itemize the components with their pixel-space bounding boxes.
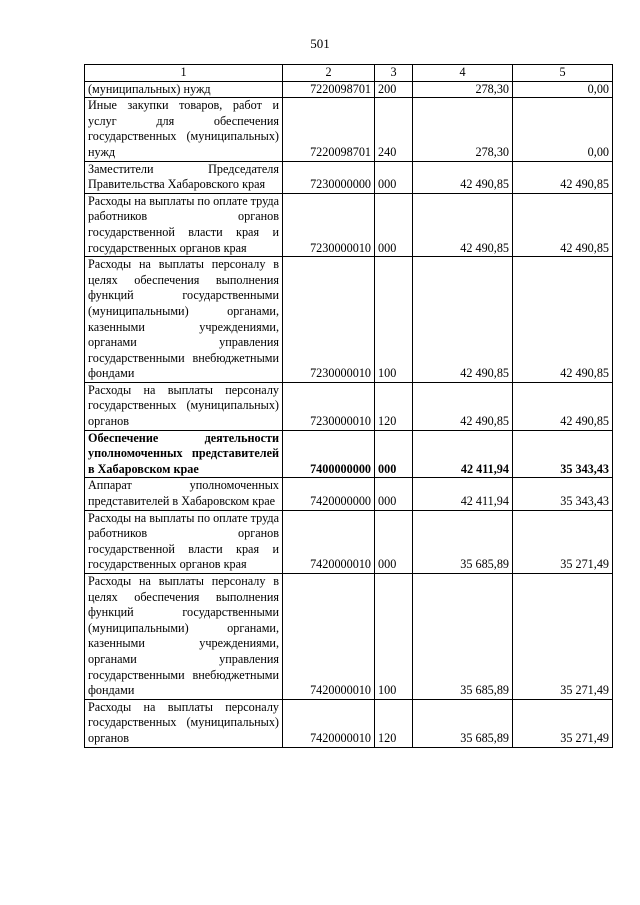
target-code: 7230000010 bbox=[283, 382, 375, 430]
amount-col-4: 42 411,94 bbox=[413, 478, 513, 510]
header-col-3: 3 bbox=[375, 65, 413, 82]
amount-col-5: 35 271,49 bbox=[513, 510, 613, 573]
target-code: 7220098701 bbox=[283, 81, 375, 98]
expense-type: 000 bbox=[375, 478, 413, 510]
row-name: Расходы на выплаты по оплате труда работников органов государственной власти края и государственных органов края bbox=[85, 193, 283, 256]
amount-col-5: 35 271,49 bbox=[513, 574, 613, 700]
amount-col-4: 42 411,94 bbox=[413, 430, 513, 478]
header-col-5: 5 bbox=[513, 65, 613, 82]
row-name: Заместители Председателя Правительства Хабаровского края bbox=[85, 161, 283, 193]
row-name: Обеспечение деятельности уполномоченных представителей в Хабаровском крае bbox=[85, 430, 283, 478]
table-row bbox=[85, 81, 613, 98]
row-name: Расходы на выплаты персоналу в целях обеспечения выполнения функций государственными (муниципальными) органами, казенными учреждениями, органами управления государственными внебюджетными фондами bbox=[85, 257, 283, 383]
table-row bbox=[85, 193, 613, 256]
expense-type: 100 bbox=[375, 257, 413, 383]
target-code: 7220098701 bbox=[283, 98, 375, 161]
table-row bbox=[85, 430, 613, 478]
expense-type: 120 bbox=[375, 699, 413, 747]
amount-col-4: 278,30 bbox=[413, 81, 513, 98]
target-code: 7230000010 bbox=[283, 257, 375, 383]
expense-type: 200 bbox=[375, 81, 413, 98]
expense-type: 000 bbox=[375, 193, 413, 256]
header-col-1: 1 bbox=[85, 65, 283, 82]
expense-type: 000 bbox=[375, 161, 413, 193]
amount-col-4: 35 685,89 bbox=[413, 574, 513, 700]
target-code: 7420000010 bbox=[283, 510, 375, 573]
header-col-4: 4 bbox=[413, 65, 513, 82]
target-code: 7400000000 bbox=[283, 430, 375, 478]
expense-type: 240 bbox=[375, 98, 413, 161]
expense-type: 000 bbox=[375, 430, 413, 478]
table-row bbox=[85, 510, 613, 573]
table-row bbox=[85, 257, 613, 383]
table-row bbox=[85, 699, 613, 747]
table-row bbox=[85, 382, 613, 430]
target-code: 7230000010 bbox=[283, 193, 375, 256]
table-row bbox=[85, 161, 613, 193]
expense-type: 100 bbox=[375, 574, 413, 700]
table-row bbox=[85, 98, 613, 161]
budget-table bbox=[84, 64, 613, 748]
amount-col-5: 42 490,85 bbox=[513, 161, 613, 193]
row-name: (муниципальных) нужд bbox=[85, 81, 283, 98]
row-name: Расходы на выплаты по оплате труда работников органов государственной власти края и государственных органов края bbox=[85, 510, 283, 573]
table-row bbox=[85, 478, 613, 510]
amount-col-5: 0,00 bbox=[513, 81, 613, 98]
target-code: 7230000000 bbox=[283, 161, 375, 193]
amount-col-4: 35 685,89 bbox=[413, 510, 513, 573]
amount-col-5: 42 490,85 bbox=[513, 193, 613, 256]
amount-col-5: 42 490,85 bbox=[513, 382, 613, 430]
row-name: Расходы на выплаты персоналу государственных (муниципальных) органов bbox=[85, 699, 283, 747]
amount-col-4: 42 490,85 bbox=[413, 193, 513, 256]
amount-col-5: 35 343,43 bbox=[513, 478, 613, 510]
expense-type: 000 bbox=[375, 510, 413, 573]
header-col-2: 2 bbox=[283, 65, 375, 82]
row-name: Расходы на выплаты персоналу в целях обеспечения выполнения функций государственными (муниципальными) органами, казенными учреждениями, органами управления государственными внебюджетными фондами bbox=[85, 574, 283, 700]
table-body bbox=[85, 81, 613, 747]
amount-col-5: 0,00 bbox=[513, 98, 613, 161]
row-name: Иные закупки товаров, работ и услуг для обеспечения государственных (муниципальных) нужд bbox=[85, 98, 283, 161]
row-name: Аппарат уполномоченных представителей в Хабаровском крае bbox=[85, 478, 283, 510]
amount-col-4: 42 490,85 bbox=[413, 161, 513, 193]
amount-col-5: 35 343,43 bbox=[513, 430, 613, 478]
target-code: 7420000010 bbox=[283, 699, 375, 747]
amount-col-5: 42 490,85 bbox=[513, 257, 613, 383]
target-code: 7420000010 bbox=[283, 574, 375, 700]
target-code: 7420000000 bbox=[283, 478, 375, 510]
amount-col-5: 35 271,49 bbox=[513, 699, 613, 747]
amount-col-4: 35 685,89 bbox=[413, 699, 513, 747]
expense-type: 120 bbox=[375, 382, 413, 430]
page-number: 501 bbox=[310, 36, 330, 51]
header-row bbox=[85, 65, 613, 82]
amount-col-4: 42 490,85 bbox=[413, 257, 513, 383]
row-name: Расходы на выплаты персоналу государственных (муниципальных) органов bbox=[85, 382, 283, 430]
amount-col-4: 278,30 bbox=[413, 98, 513, 161]
amount-col-4: 42 490,85 bbox=[413, 382, 513, 430]
table-row bbox=[85, 574, 613, 700]
